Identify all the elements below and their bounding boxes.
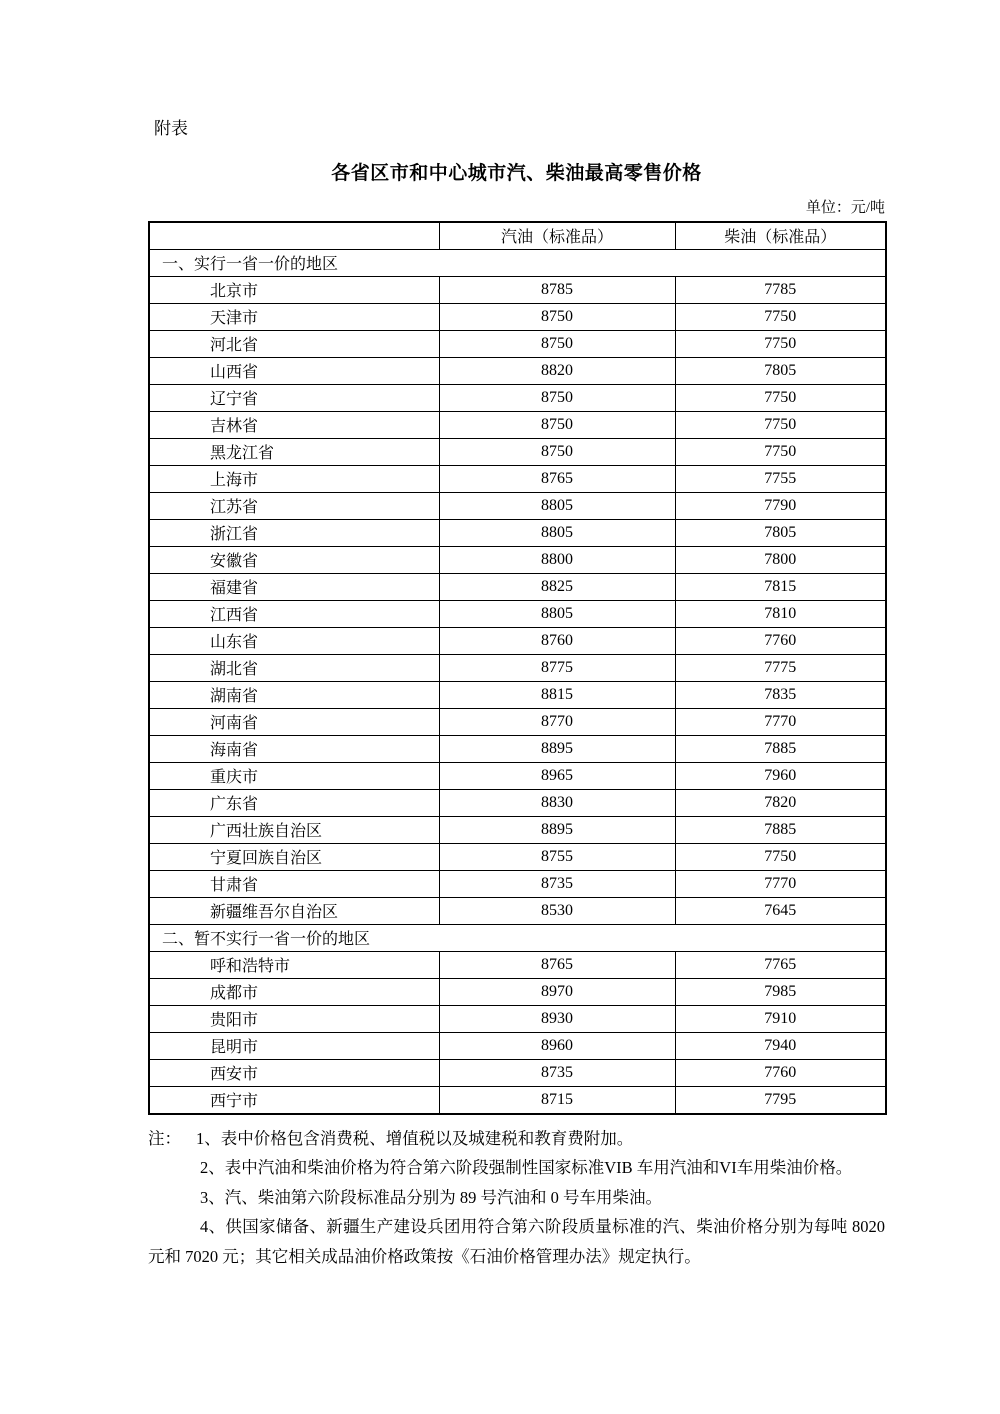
region-cell: 江苏省 (149, 492, 439, 519)
page-label: 附表 (154, 119, 188, 138)
section-header-row (149, 924, 886, 951)
diesel-price-cell: 7805 (675, 357, 886, 384)
diesel-price-cell: 7750 (675, 411, 886, 438)
region-cell: 辽宁省 (149, 384, 439, 411)
diesel-price-cell: 7760 (675, 627, 886, 654)
region-cell: 昆明市 (149, 1032, 439, 1059)
table-row (149, 843, 886, 870)
region-cell: 浙江省 (149, 519, 439, 546)
gasoline-price-cell: 8815 (439, 681, 675, 708)
gasoline-price-cell: 8895 (439, 816, 675, 843)
gasoline-price-cell: 8800 (439, 546, 675, 573)
diesel-price-cell: 7770 (675, 870, 886, 897)
gasoline-price-cell: 8735 (439, 870, 675, 897)
diesel-price-cell: 7760 (675, 1059, 886, 1086)
region-cell: 湖北省 (149, 654, 439, 681)
diesel-price-cell: 7750 (675, 843, 886, 870)
region-cell: 河北省 (149, 330, 439, 357)
gasoline-price-cell: 8970 (439, 978, 675, 1005)
table-row (149, 708, 886, 735)
note-paragraph: 4、供国家储备、新疆生产建设兵团用符合第六阶段质量标准的汽、柴油价格分别为每吨 8020 元和 7020 元；其它相关成品油价格政策按《石油价格管理办法》规定执行。 (148, 1217, 885, 1266)
note-paragraph: 3、汽、柴油第六阶段标准品分别为 89 号汽油和 0 号车用柴油。 (200, 1187, 662, 1207)
table-row (149, 546, 886, 573)
table-row (149, 492, 886, 519)
region-cell: 黑龙江省 (149, 438, 439, 465)
column-header-row (149, 222, 886, 250)
section-header: 一、实行一省一价的地区 (149, 249, 886, 276)
table-row (149, 627, 886, 654)
table-row (149, 897, 886, 924)
gasoline-price-cell: 8750 (439, 303, 675, 330)
table-row (149, 789, 886, 816)
table-row (149, 681, 886, 708)
diesel-price-cell: 7800 (675, 546, 886, 573)
diesel-price-cell: 7770 (675, 708, 886, 735)
unit-label: 单位：元/吨 (805, 199, 885, 216)
gasoline-price-cell: 8530 (439, 897, 675, 924)
section-header-row (149, 249, 886, 276)
gasoline-price-cell: 8750 (439, 384, 675, 411)
gasoline-price-cell: 8805 (439, 492, 675, 519)
region-cell: 广东省 (149, 789, 439, 816)
region-cell: 广西壮族自治区 (149, 816, 439, 843)
diesel-price-cell: 7775 (675, 654, 886, 681)
region-cell: 成都市 (149, 978, 439, 1005)
table-row (149, 330, 886, 357)
table-row (149, 411, 886, 438)
table-row (149, 951, 886, 978)
region-cell: 西宁市 (149, 1086, 439, 1114)
table-row (149, 384, 886, 411)
price-table (148, 221, 887, 1115)
column-header-region (149, 222, 439, 250)
gasoline-price-cell: 8830 (439, 789, 675, 816)
table-row (149, 1059, 886, 1086)
diesel-price-cell: 7750 (675, 330, 886, 357)
gasoline-price-cell: 8755 (439, 843, 675, 870)
region-cell: 河南省 (149, 708, 439, 735)
gasoline-price-cell: 8765 (439, 465, 675, 492)
table-row (149, 870, 886, 897)
diesel-price-cell: 7645 (675, 897, 886, 924)
note-paragraph: 2、表中汽油和柴油价格为符合第六阶段强制性国家标准VIB 车用汽油和VI车用柴油价格。 (200, 1158, 853, 1178)
column-header-gasoline: 汽油（标准品） (439, 222, 675, 250)
gasoline-price-cell: 8750 (439, 411, 675, 438)
region-cell: 吉林省 (149, 411, 439, 438)
table-row (149, 1086, 886, 1114)
region-cell: 宁夏回族自治区 (149, 843, 439, 870)
region-cell: 贵阳市 (149, 1005, 439, 1032)
diesel-price-cell: 7885 (675, 816, 886, 843)
region-cell: 北京市 (149, 276, 439, 303)
gasoline-price-cell: 8825 (439, 573, 675, 600)
region-cell: 上海市 (149, 465, 439, 492)
gasoline-price-cell: 8805 (439, 519, 675, 546)
region-cell: 呼和浩特市 (149, 951, 439, 978)
column-header-diesel: 柴油（标准品） (675, 222, 886, 250)
region-cell: 山东省 (149, 627, 439, 654)
region-cell: 海南省 (149, 735, 439, 762)
section-header: 二、暂不实行一省一价的地区 (149, 924, 886, 951)
diesel-price-cell: 7750 (675, 303, 886, 330)
region-cell: 新疆维吾尔自治区 (149, 897, 439, 924)
gasoline-price-cell: 8805 (439, 600, 675, 627)
diesel-price-cell: 7750 (675, 384, 886, 411)
table-row (149, 735, 886, 762)
gasoline-price-cell: 8895 (439, 735, 675, 762)
table-row (149, 1005, 886, 1032)
gasoline-price-cell: 8750 (439, 330, 675, 357)
diesel-price-cell: 7750 (675, 438, 886, 465)
diesel-price-cell: 7785 (675, 276, 886, 303)
gasoline-price-cell: 8735 (439, 1059, 675, 1086)
table-row (149, 357, 886, 384)
diesel-price-cell: 7805 (675, 519, 886, 546)
page-title: 各省区市和中心城市汽、柴油最高零售价格 (331, 163, 702, 184)
region-cell: 甘肃省 (149, 870, 439, 897)
diesel-price-cell: 7885 (675, 735, 886, 762)
gasoline-price-cell: 8820 (439, 357, 675, 384)
diesel-price-cell: 7765 (675, 951, 886, 978)
diesel-price-cell: 7795 (675, 1086, 886, 1114)
table-row (149, 465, 886, 492)
diesel-price-cell: 7755 (675, 465, 886, 492)
region-cell: 安徽省 (149, 546, 439, 573)
diesel-price-cell: 7810 (675, 600, 886, 627)
table-row (149, 1032, 886, 1059)
gasoline-price-cell: 8765 (439, 951, 675, 978)
table-row (149, 303, 886, 330)
gasoline-price-cell: 8785 (439, 276, 675, 303)
document-content (148, 118, 885, 1271)
note-first-line (148, 1124, 885, 1154)
diesel-price-cell: 7790 (675, 492, 886, 519)
table-row (149, 519, 886, 546)
region-cell: 山西省 (149, 357, 439, 384)
price-table-body (149, 222, 886, 1114)
region-cell: 湖南省 (149, 681, 439, 708)
diesel-price-cell: 7910 (675, 1005, 886, 1032)
diesel-price-cell: 7820 (675, 789, 886, 816)
region-cell: 江西省 (149, 600, 439, 627)
diesel-price-cell: 7815 (675, 573, 886, 600)
table-row (149, 276, 886, 303)
table-row (149, 600, 886, 627)
region-cell: 天津市 (149, 303, 439, 330)
region-cell: 福建省 (149, 573, 439, 600)
diesel-price-cell: 7835 (675, 681, 886, 708)
table-row (149, 654, 886, 681)
gasoline-price-cell: 8960 (439, 1032, 675, 1059)
region-cell: 西安市 (149, 1059, 439, 1086)
table-row (149, 816, 886, 843)
gasoline-price-cell: 8770 (439, 708, 675, 735)
note-paragraph: 1、表中价格包含消费税、增值税以及城建税和教育费附加。 (196, 1128, 634, 1148)
diesel-price-cell: 7960 (675, 762, 886, 789)
table-row (149, 978, 886, 1005)
diesel-price-cell: 7985 (675, 978, 886, 1005)
table-row (149, 438, 886, 465)
gasoline-price-cell: 8760 (439, 627, 675, 654)
diesel-price-cell: 7940 (675, 1032, 886, 1059)
region-cell: 重庆市 (149, 762, 439, 789)
table-row (149, 573, 886, 600)
gasoline-price-cell: 8930 (439, 1005, 675, 1032)
gasoline-price-cell: 8965 (439, 762, 675, 789)
notes-label: 注： (148, 1128, 181, 1148)
gasoline-price-cell: 8715 (439, 1086, 675, 1114)
notes (148, 1124, 885, 1272)
gasoline-price-cell: 8775 (439, 654, 675, 681)
gasoline-price-cell: 8750 (439, 438, 675, 465)
table-row (149, 762, 886, 789)
